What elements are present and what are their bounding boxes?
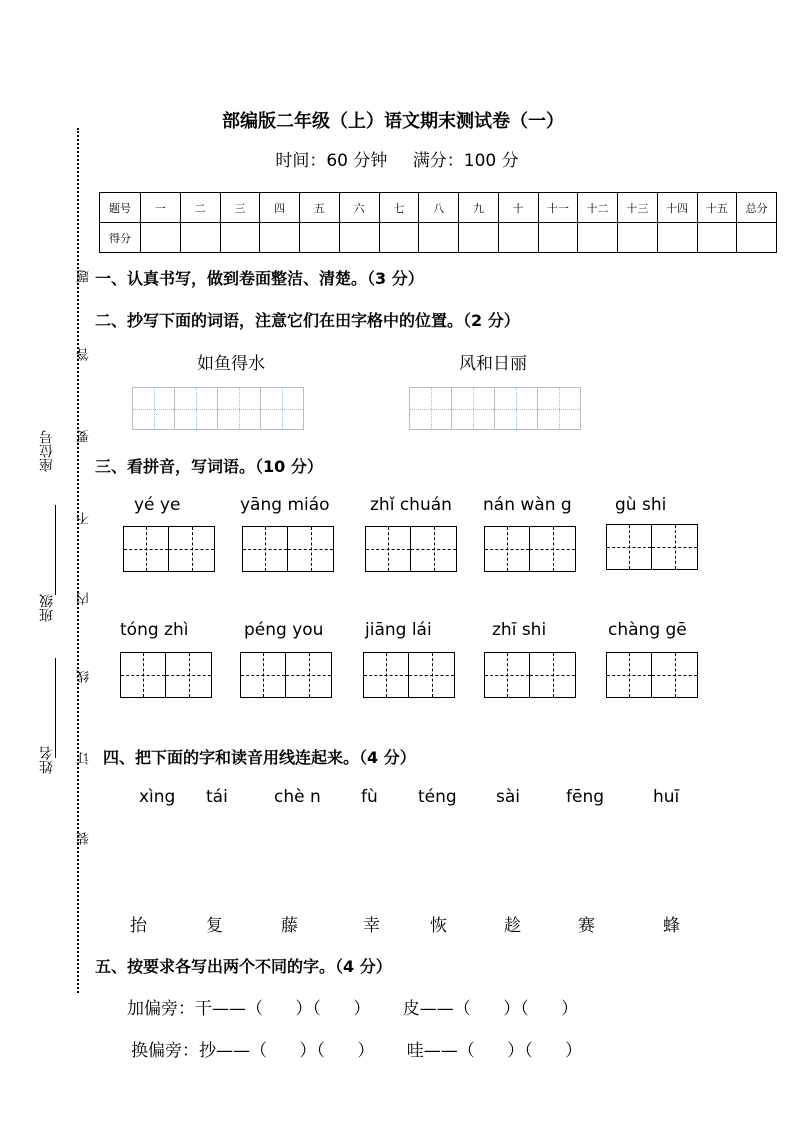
table-cell: 六 [339,193,379,223]
binding-char: 订 [77,752,92,765]
page-title [0,107,794,133]
score-input-cell[interactable] [618,223,658,253]
score-input-cell[interactable] [697,223,737,253]
section-4-heading: 四、把下面的字和读音用线连起来。（4 分） [103,748,416,767]
score-input-cell[interactable] [578,223,618,253]
table-cell: 得分 [100,223,141,253]
pinyin-option[interactable]: fēng [566,787,605,807]
table-cell: 九 [459,193,499,223]
pinyin-option[interactable]: chè n [274,787,321,807]
pinyin-item: péng you [244,620,324,640]
table-cell: 十二 [578,193,618,223]
radical-change-line[interactable]: 换偏旁：抄——（ ）（ ） 哇——（ ）（ ） [131,1041,583,1061]
pinyin-option[interactable]: tái [206,787,228,807]
section-1-heading: 一、认真书写，做到卷面整洁、清楚。（3 分） [95,269,424,288]
pinyin-option[interactable]: sài [496,787,520,807]
table-cell: 十一 [538,193,578,223]
score-input-cell[interactable] [538,223,578,253]
table-cell: 七 [379,193,419,223]
tianzige-grid-1[interactable] [132,387,304,431]
score-input-cell[interactable] [419,223,459,253]
pinyin-item: zhǐ chuán [370,495,452,515]
score-table-header-row [100,193,777,223]
pinyin-item: zhī shi [492,620,547,640]
character-option[interactable]: 复 [206,916,223,936]
seat-number-blank[interactable] [55,505,56,595]
score-input-cell[interactable] [737,223,777,253]
tianzige-cell[interactable] [538,387,581,430]
class-label: 班级 [39,594,55,622]
score-table [99,192,777,253]
table-cell: 总分 [737,193,777,223]
binding-char: 线 [77,670,92,683]
answer-box[interactable] [606,652,698,698]
binding-char: 不 [77,512,92,525]
answer-box[interactable] [242,526,334,572]
title-text: 部编版二年级（上）语文期末测试卷（一） [222,111,564,132]
score-table-score-row [100,223,777,253]
tianzige-cell[interactable] [261,387,304,430]
table-cell: 二 [180,193,220,223]
character-option[interactable]: 幸 [363,916,380,936]
score-input-cell[interactable] [300,223,340,253]
score-input-cell[interactable] [141,223,181,253]
copy-word-2: 风和日丽 [459,354,527,374]
table-cell: 八 [419,193,459,223]
section-2-heading: 二、抄写下面的词语，注意它们在田字格中的位置。（2 分） [95,311,520,330]
pinyin-option[interactable]: fù [361,787,378,807]
binding-dotted-line [77,128,79,993]
class-blank[interactable] [55,658,56,758]
score-input-cell[interactable] [459,223,499,253]
score-input-cell[interactable] [339,223,379,253]
copy-word-1: 如鱼得水 [197,354,265,374]
answer-box[interactable] [365,526,457,572]
score-input-cell[interactable] [498,223,538,253]
tianzige-cell[interactable] [452,387,495,430]
pinyin-option[interactable]: xìng [139,787,176,807]
character-option[interactable]: 抬 [130,916,147,936]
tianzige-cell[interactable] [495,387,538,430]
answer-box[interactable] [240,652,332,698]
answer-box[interactable] [120,652,212,698]
binding-char: 题 [77,270,92,283]
answer-box[interactable] [484,652,576,698]
binding-char: 要 [77,430,92,443]
binding-char: 内 [77,592,92,605]
section-3-heading: 三、看拼音，写词语。（10 分） [95,457,323,476]
binding-char: 装 [77,832,92,845]
score-label: 满分：100 分 [412,151,519,171]
tianzige-cell[interactable] [409,387,452,430]
table-cell: 一 [141,193,181,223]
pinyin-item: yé ye [134,495,181,515]
character-option[interactable]: 恢 [430,916,447,936]
tianzige-cell[interactable] [132,387,175,430]
score-input-cell[interactable] [220,223,260,253]
pinyin-option[interactable]: téng [418,787,457,807]
name-label: 姓名 [39,746,55,774]
character-option[interactable]: 藤 [281,916,298,936]
pinyin-option[interactable]: huī [653,787,680,807]
score-input-cell[interactable] [657,223,697,253]
table-cell: 十四 [657,193,697,223]
table-cell: 三 [220,193,260,223]
section-5-heading: 五、按要求各写出两个不同的字。（4 分） [95,957,392,976]
score-input-cell[interactable] [180,223,220,253]
seat-number-label: 座位号 [39,430,55,472]
tianzige-cell[interactable] [175,387,218,430]
character-option[interactable]: 趁 [504,916,521,936]
pinyin-item: gù shi [615,495,667,515]
pinyin-item: nán wàn g [483,495,572,515]
time-label: 时间：60 分钟 [275,151,388,171]
pinyin-item: tóng zhì [120,620,189,640]
tianzige-cell[interactable] [218,387,261,430]
exam-info [0,146,794,171]
radical-add-line[interactable]: 加偏旁：干——（ ）（ ） 皮——（ ）（ ） [127,999,579,1019]
character-option[interactable]: 蜂 [663,916,680,936]
table-cell: 四 [260,193,300,223]
answer-box[interactable] [484,526,576,572]
table-cell: 十 [498,193,538,223]
answer-box[interactable] [363,652,455,698]
score-input-cell[interactable] [260,223,300,253]
table-cell: 十三 [618,193,658,223]
pinyin-item: chàng gē [608,620,687,640]
table-cell: 题号 [100,193,141,223]
table-cell: 五 [300,193,340,223]
pinyin-item: jiāng lái [365,620,432,640]
score-input-cell[interactable] [379,223,419,253]
answer-box[interactable] [123,526,215,572]
table-cell: 十五 [697,193,737,223]
binding-char: 答 [77,348,92,361]
pinyin-item: yāng miáo [240,495,330,515]
tianzige-grid-2[interactable] [409,387,581,431]
character-option[interactable]: 赛 [578,916,595,936]
answer-box[interactable] [606,524,698,570]
